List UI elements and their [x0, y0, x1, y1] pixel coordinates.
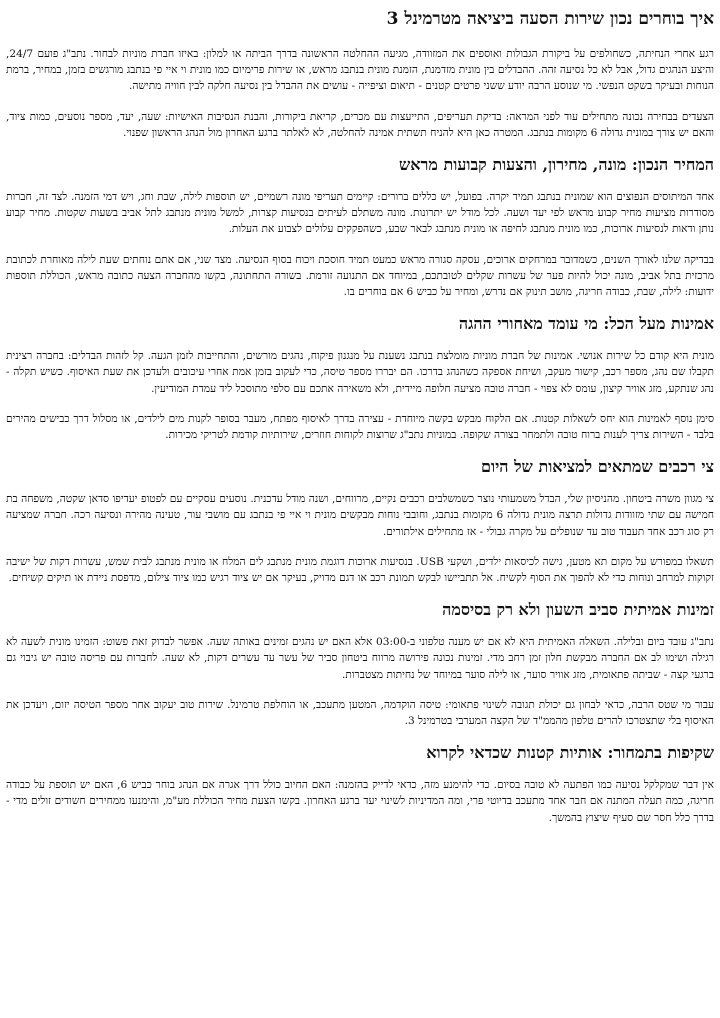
section-paragraph: סימן נוסף לאמינות הוא יחס לשאלות קטנות. אם הלקוח מבקש בקשה מיוחדת - עצירה בדרך לאיסוף מפתח, מעבר בסופר לקנות מים לילדים, או מסלול דרך כבישים מהירים בלבד - השירות צריך לענות ברוח טובה ולתמחר בצורה שקופה. במוניות נתב"ג שרוצות לקוחות חוזרים, שירותיות קודמת לטריקי מכירות. — [6, 412, 714, 442]
section-heading: המחיר הנכון: מונה, מחירון, והצעות קבועות מראש — [398, 155, 714, 175]
section-heading: צי רכבים שמתאים למציאות של היום — [481, 457, 714, 477]
section-heading: זמינות אמיתית סביב השעון ולא רק בסיסמה — [442, 600, 714, 620]
article-title: איך בוחרים נכון שירות הסעה ביציאה מטרמינל 3 — [386, 9, 714, 29]
section-paragraph: תשאלו במפורש על מקום תא מטען, גישה לכיסאות ילדים, ושקעי USB. בנסיעות ארוכות דוגמת מונית מנתבג לים המלח או מונית מנתבג לבית שמש, עשרות דקות של ישיבה זקוקות למרחב ונוחות כדי לא להפוך את הסוף לקשיח. אל תתביישו לבקש תמונת רכב או דגם מדויק, בעיקר אם יש ציוד רגיש כמו ציוד צילום, מדפסת ניידת או תיקים קשיחים. — [6, 555, 714, 585]
section-paragraph: צי מגוון משרה ביטחון. מהניסיון שלי, הבדל משמעותי נוצר כשמשלבים רכבים נקיים, מרווחים, ושנה מודל עדכנית. נוסעים עסקיים עם לפטופ יעדיפו סדאן שקטה, משפחה בת חמישה עם שתי מזוודות גדולות תרצה מונית גדולה 6 מקומות בנתבג, וחובבי נוחות מבקשים מונית וי איי פי בנתבג עם מושבי עור, טעינה מהירה ונסיעה רכה. חברה שמציעה רק סוג רכב אחד תעבוד טוב עד שנופלים על מקרה גבולי - אז מתחילים אילתורים. — [6, 493, 715, 538]
section-paragraph: מונית היא קודם כל שירות אנושי. אמינות של חברת מוניות מומלצת בנתבג נשענת על מנגנון פיקוח, נהגים מורשים, והתחייבות לזמן הגעה. קל לזהות הבדלים: בחברה רצינית תקבלו שם נהג, מספר רכב, קישור מעקב, ושיחת אספקה כשהנהג בדרכו. הם יבררו מספר טיסה, כדי לעקוב בזמן אמת אחרי עיכובים ולעדכן את שעת האיסוף. כשיש תקלה - נהג שנתקע, מזג אוויר קיצון, עומס לא צפוי - חברה טובה מציעה חלופה מיידית, ולא משאירה אתכם עם סלפי מתוסכל ליד עמדת המודיעין. — [6, 350, 714, 395]
section-paragraph: אחד המיתוסים הנפוצים הוא שמונית בנתבג תמיד יקרה. בפועל, יש כללים ברורים: קיימים תעריפי מונה רשמיים, יש תוספות לילה, שבת וחג, ויש דמי הזמנה. לצד זה, חברות מסודרות מציעות מחיר קבוע מראש לפי יעד ושעה. לכל מודל יש יתרונות. מונה משתלם לעיתים בנסיעות קצרות, למשל מונית מנתבג לתל אביב בשעות שקטות. מחיר קבוע נותן ודאות לנסיעות ארוכות, כמו מונית מנתבג לחיפה או מונית מנתבג לבאר שבע, כשהפקקים עלולים לצבוע את העלות. — [6, 191, 714, 236]
intro-paragraph-1: רגע אחרי הנחיתה, כשחולפים על ביקורת הגבולות ואוספים את המזוודה, מגיעה ההחלטה הראשונה בדרך הביתה או למלון: באיזו חברת מוניות לבחור. נתב"ג פועם 24/7, והיצע הנהגים גדול, אבל לא כל נסיעה זהה. ההבדלים בין מונית מזדמנת, הזמנת מונית בנתבג מראש, או שירות פרימיום כמו מונית וי איי פי בנתבג מורגשים בזמן, במחיר, ברמת הנוחות ובעיקר בשקט הנפשי. מי שנוסע הרבה יודע ששני פרטים קטנים - תיאום וציפייה - עושים את ההבדל בין נסיעה חלקה לבין חוויה מתישה. — [6, 48, 714, 93]
section-heading: אמינות מעל הכל: מי עומד מאחורי ההגה — [458, 314, 714, 334]
section-paragraph: נתב"ג עובד ביום ובלילה. השאלה האמיתית היא לא אם יש מענה טלפוני ב-03:00 אלא האם יש נהגים זמינים באותה שעה. אפשר לבדוק זאת פשוט: הזמינו מונית לשעה לא רגילה ושימו לב אם החברה מבקשת חלון זמן רחב מדי. זמינות נכונה פירושה מרווח ביטחון סביר של עשר עד עשרים דקות, לא שעה. לחברות עם פריסה טובה יש גיבוי גם ברגעי קצה - שביתה פתאומית, מזג אוויר סוער, או לילה סוער במיוחד של נחיתות מצטברות. — [6, 636, 714, 681]
section-paragraph: בבדיקה שלנו לאורך השנים, כשמדובר במרחקים ארוכים, עסקה סגורה מראש כמעט תמיד חוסכת ויכוח בסוף הנסיעה. מצד שני, אם אתם נוחתים שעת לילה מאוחרת לכתובת מרכזית בתל אביב, מונה יכול להיות פער של עשרות שקלים לטובתכם, במיוחד אם התנועה זורמת. בשורה התחתונה, בקשו מהחברה הצעה כתובה מראש, הכוללת תוספות ידועות: לילה, שבת, כבודה חריגה, מושב תינוק אם נדרש, ומחיר על כביש 6 אם בוחרים בו. — [6, 253, 714, 299]
section-transparency — [6, 743, 714, 826]
section-availability — [6, 600, 714, 729]
section-price — [6, 155, 714, 300]
section-paragraph: עבור מי שטס הרבה, כדאי לבחון גם יכולת תגובה לשינוי פתאומי: טיסה הוקדמה, המטען מתעכב, או הוחלפת טרמינל. שירות טוב יעקוב אחר מספר הטיסה יזום, ויעדכן את האיסוף בלי שתצטרכו להרים טלפון מהממ"ד של הקצה המערבי בטרמינל 3. — [6, 698, 714, 728]
section-fleet — [6, 457, 714, 586]
intro-paragraph-2: הצעדים בבחירה נכונה מתחילים עוד לפני המראה: בדיקת תעריפים, התייעצות עם מכרים, קריאת ביקורות, והבנת הנסיבות האישיות: שעה, יעד, מספר נוסעים, כמות ציוד, והאם יש צורך במונית גדולה 6 מקומות בנתבג. המטרה כאן היא להניח תשתית אמינה להחלטה, לא לאלתר ברגע האחרון מול הנהג הראשון שפנוי. — [6, 110, 714, 139]
section-reliability — [6, 314, 714, 443]
section-heading: שקיפות בתמחור: אותיות קטנות שכדאי לקרוא — [426, 743, 714, 763]
section-paragraph: אין דבר שמקלקל נסיעה כמו הפתעה לא טובה בסיום. כדי להימנע מזה, כדאי לדייק בהזמנה: האם החיוב כולל דרך אגרה אם הנהג בוחר כביש 6, האם יש תוספת על כבודה חריגה, כמה תעלה המתנה אם חבר אחד מתעכב בדיוטי פרי, ומה המדיניות לשינוי יעד ברגע האחרון. בקשו הצעת מחיר הכוללת מע"מ, והימנעו ממחירים חשודים זולים מדי - בדרך כלל חסר שם סעיף שיצוץ בהמשך. — [6, 779, 714, 824]
